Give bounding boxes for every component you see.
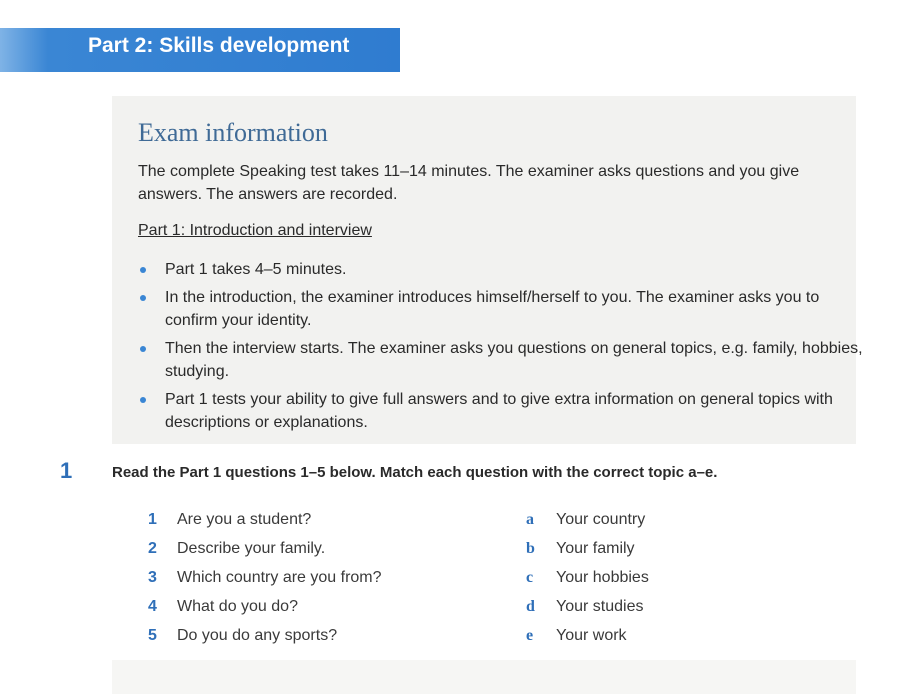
question-list: [148, 509, 488, 654]
question-text: Which country are you from?: [177, 569, 382, 586]
topic-text: Your work: [556, 627, 627, 644]
page-title: Part 2: Skills development: [88, 34, 350, 57]
bullet-item: [138, 388, 865, 434]
topic-text: Your studies: [556, 598, 644, 615]
bullet-item: [138, 286, 865, 332]
topic-letter: d: [526, 598, 535, 615]
question-item: [148, 567, 488, 596]
topic-item: [526, 509, 726, 538]
topic-text: Your hobbies: [556, 569, 649, 586]
exercise-number: 1: [60, 458, 73, 483]
bullet-text: In the introduction, the examiner introduces himself/herself to you. The examiner asks you to confirm your identity.: [165, 289, 820, 329]
topic-letter: e: [526, 627, 534, 644]
bullet-item: [138, 258, 865, 281]
next-section-box: [112, 660, 856, 694]
question-number: 3: [148, 569, 157, 586]
topic-list: [526, 509, 726, 654]
bullet-icon: [140, 397, 146, 403]
question-text: Are you a student?: [177, 511, 312, 528]
bullet-icon: [140, 295, 146, 301]
question-text: Describe your family.: [177, 540, 326, 557]
topic-item: [526, 538, 726, 567]
topic-text: Your family: [556, 540, 635, 557]
question-item: [148, 625, 488, 654]
question-number: 1: [148, 511, 157, 528]
part1-subheading: Part 1: Introduction and interview: [138, 222, 372, 239]
question-number: 4: [148, 598, 157, 615]
topic-letter: b: [526, 540, 535, 557]
bullet-icon: [140, 346, 146, 352]
topic-text: Your country: [556, 511, 646, 528]
topic-item: [526, 596, 726, 625]
bullet-text: Then the interview starts. The examiner asks you questions on general topics, e.g. family, hobbies, studying.: [165, 340, 863, 380]
topic-item: [526, 625, 726, 654]
question-text: What do you do?: [177, 598, 298, 615]
exercise-instruction: Read the Part 1 questions 1–5 below. Match each question with the correct topic a–e.: [112, 464, 718, 481]
bullet-icon: [140, 267, 146, 273]
question-item: [148, 596, 488, 625]
question-text: Do you do any sports?: [177, 627, 338, 644]
topic-letter: c: [526, 569, 534, 586]
bullet-item: [138, 337, 865, 383]
question-item: [148, 538, 488, 567]
exam-information-intro: The complete Speaking test takes 11–14 minutes. The examiner asks questions and you give answers. The answers are recorded.: [138, 163, 800, 203]
bullet-text: Part 1 takes 4–5 minutes.: [165, 261, 347, 278]
exam-information-heading: Exam information: [138, 118, 328, 147]
question-item: [148, 509, 488, 538]
bullet-text: Part 1 tests your ability to give full answers and to give extra information on general topics with descriptions or explanations.: [165, 391, 833, 431]
question-number: 2: [148, 540, 157, 557]
question-number: 5: [148, 627, 157, 644]
topic-item: [526, 567, 726, 596]
topic-letter: a: [526, 511, 534, 528]
